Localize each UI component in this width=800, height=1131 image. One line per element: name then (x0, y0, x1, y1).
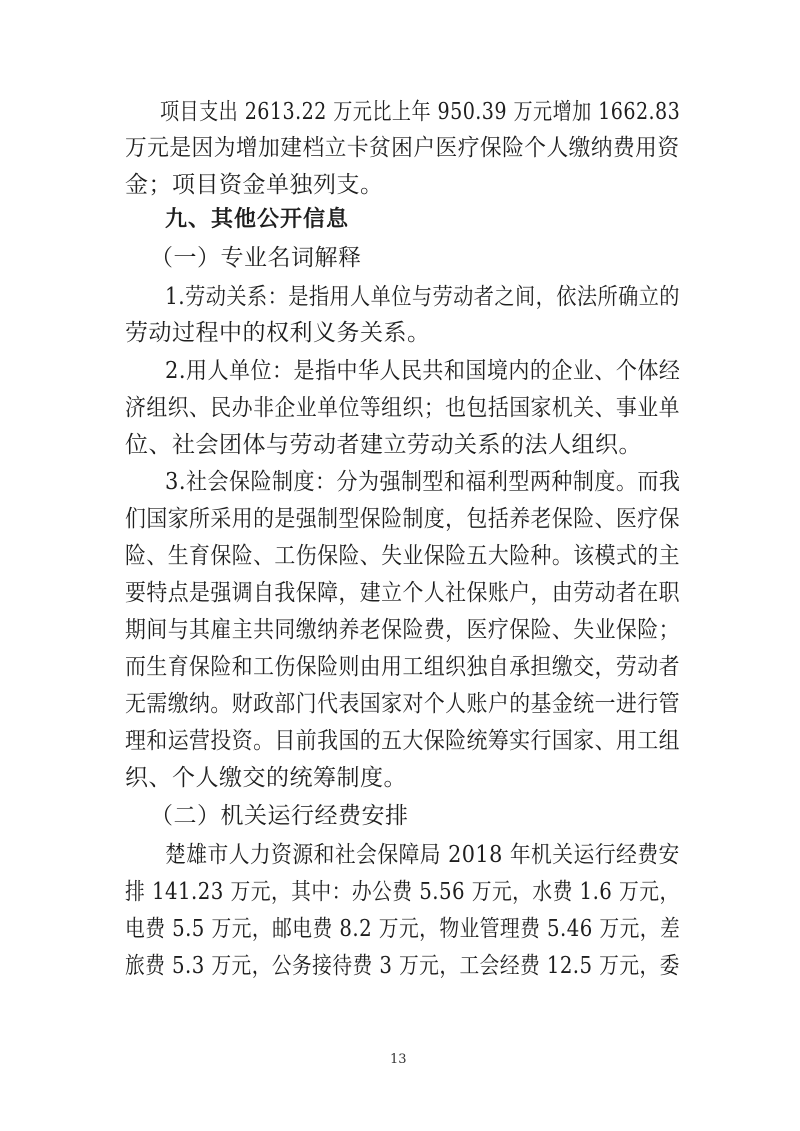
paragraph-line: 而生育保险和工伤保险则由用工组织独自承担缴交，劳动者 (125, 654, 680, 680)
paragraph-line: 万元是因为增加建档立卡贫困户医疗保险个人缴纳费用资 (125, 135, 680, 161)
paragraph-line: 项目支出 2613.22 万元比上年 950.39 万元增加 1662.83 (160, 99, 681, 125)
paragraph-line: 电费 5.5 万元，邮电费 8.2 万元，物业管理费 5.46 万元，差 (125, 916, 681, 942)
paragraph-line: 险、生育保险、工伤保险、失业保险五大险种。该模式的主 (125, 543, 680, 569)
paragraph-line: 旅费 5.3 万元，公务接待费 3 万元，工会经费 12.5 万元，委 (125, 953, 680, 979)
paragraph-line: 3.社会保险制度：分为强制型和福利型两种制度。而我 (165, 469, 681, 495)
paragraph-line: 位、社会团体与劳动者建立劳动关系的法人组织。 (125, 432, 642, 458)
paragraph-line: 2.用人单位：是指中华人民共和国境内的企业、个体经 (165, 358, 681, 384)
paragraph-line: 们国家所采用的是强制型保险制度，包括养老保险、医疗保 (125, 506, 680, 532)
paragraph-line: 期间与其雇主共同缴纳养老保险费，医疗保险、失业保险； (125, 617, 680, 643)
section-heading: 九、其他公开信息 (165, 207, 350, 232)
paragraph-line: 排 141.23 万元，其中：办公费 5.56 万元，水费 1.6 万元， (125, 879, 680, 905)
paragraph-line: 要特点是强调自我保障，建立个人社保账户，由劳动者在职 (125, 580, 680, 606)
subsection-heading: （二）机关运行经费安排 (150, 803, 409, 829)
paragraph-line: 1.劳动关系：是指用人单位与劳动者之间，依法所确立的 (165, 284, 680, 310)
paragraph-line: 织、个人缴交的统筹制度。 (125, 765, 407, 791)
page-number: 13 (390, 1052, 407, 1067)
paragraph-line: 理和运营投资。目前我国的五大保险统筹实行国家、用工组 (125, 728, 680, 754)
paragraph-line: 无需缴纳。财政部门代表国家对个人账户的基金统一进行管 (125, 691, 680, 717)
paragraph-line: 济组织、民办非企业单位等组织；也包括国家机关、事业单 (125, 395, 680, 421)
paragraph-line: 金；项目资金单独列支。 (125, 172, 384, 198)
paragraph-line: 楚雄市人力资源和社会保障局 2018 年机关运行经费安 (165, 842, 680, 868)
paragraph-line: 劳动过程中的权利义务关系。 (125, 320, 431, 346)
subsection-heading: （一）专业名词解释 (150, 245, 362, 271)
